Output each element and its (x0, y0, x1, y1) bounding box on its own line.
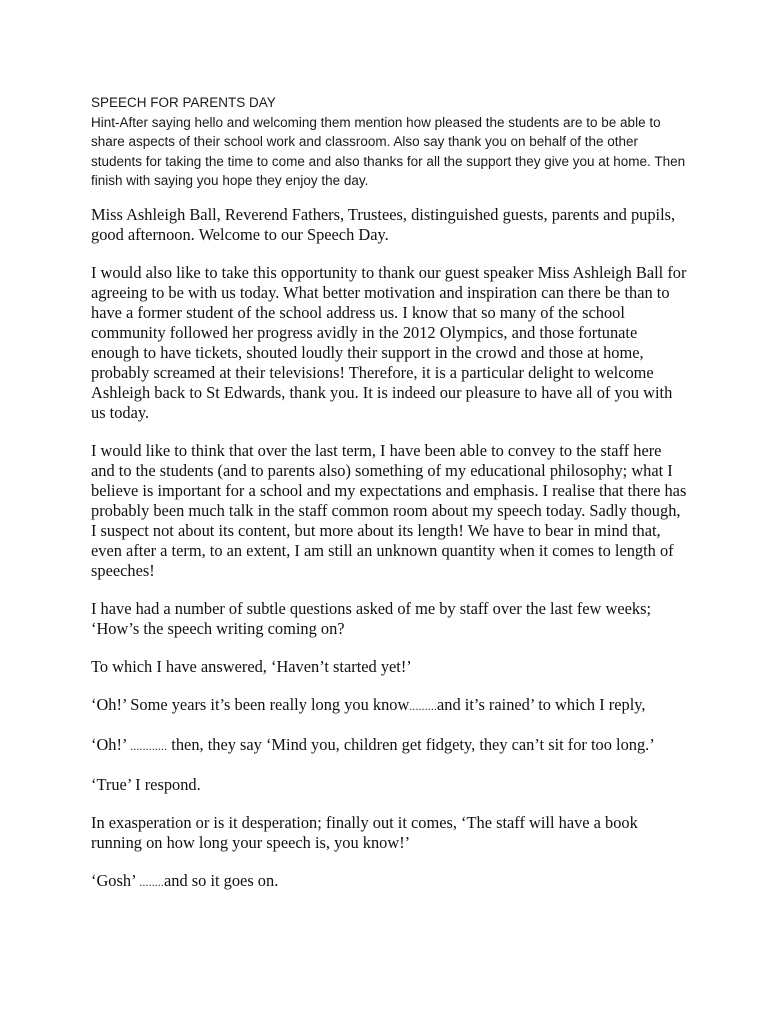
paragraph-greeting: Miss Ashleigh Ball, Reverend Fathers, Trustees, distinguished guests, parents and pupils, good afternoon. Welcome to our Speech Day. (91, 205, 676, 244)
dialogue-oh-first (91, 695, 687, 717)
dialogue-text: ‘Gosh’ (91, 871, 140, 890)
dialogue-gosh (91, 871, 687, 893)
speech-body (91, 205, 687, 911)
paragraph-questions: I have had a number of subtle questions asked of me by staff over the last few weeks; ‘How’s the speech writing coming on? (91, 599, 652, 638)
dialogue-text: and so it goes on. (164, 871, 279, 890)
dialogue-text: and it’s rained’ to which I reply, (437, 695, 646, 714)
paragraph-guest-speaker: I would also like to take this opportunity to thank our guest speaker Miss Ashleigh Ball for agreeing to be with us today. What better motivation and inspiration can there be than to have a former student of the school address us. I know that so many of the school community followed her progress avidly in the 2012 Olympics, and those fortunate enough to have tickets, shouted loudly their support in the crowd and those at home, probably screamed at their televisions! Therefore, it is a particular delight to welcome Ashleigh back to St Edwards, thank you. It is indeed our pleasure to have all of you with us today. (91, 263, 687, 422)
dialogue-text: ‘Oh!’ Some years it’s been really long you know (91, 695, 410, 714)
document-title: SPEECH FOR PARENTS DAY (91, 95, 276, 110)
dialogue-text: ‘Oh!’ (91, 735, 131, 754)
paragraph-philosophy: I would like to think that over the last term, I have been able to convey to the staff here and to the students (and to parents also) something of my educational philosophy; what I believe is important for a school and my expectations and emphasis. I realise that there has probably been much talk in the staff common room about my speech today. Sadly though, I suspect not about its content, but more about its length! We have to bear in mind that, even after a term, to an extent, I am still an unknown quantity when it comes to length of speeches! (91, 441, 687, 580)
hint-text: Hint-After saying hello and welcoming them mention how pleased the students are to be able to share aspects of their school work and classroom. Also say thank you on behalf of the other students for taking the time to come and also thanks for all the support they give you at home. Then finish with saying you hope they enjoy the day. (91, 114, 686, 189)
dialogue-true: ‘True’ I respond. (91, 775, 201, 794)
ellipsis-dots: ........ (139, 877, 165, 889)
dialogue-text: then, they say ‘Mind you, children get fidgety, they can’t sit for too long.’ (167, 735, 655, 754)
ellipsis-dots: ............ (130, 741, 168, 753)
document-header (91, 93, 691, 191)
dialogue-exasperation: In exasperation or is it desperation; finally out it comes, ‘The staff will have a book running on how long your speech is, you know!’ (91, 813, 638, 852)
paragraph-answer: To which I have answered, ‘Haven’t started yet!’ (91, 657, 412, 676)
ellipsis-dots: ......... (409, 701, 438, 713)
dialogue-oh-second (91, 735, 687, 757)
